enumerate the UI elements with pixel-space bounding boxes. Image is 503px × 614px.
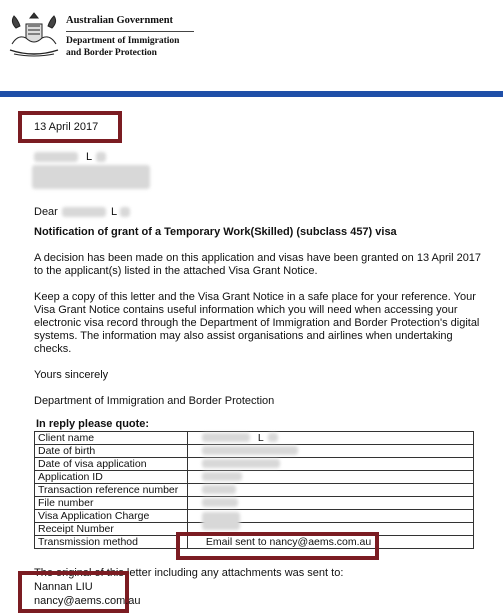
redacted-address bbox=[32, 165, 150, 189]
signoff: Department of Immigration and Border Protection bbox=[34, 395, 275, 407]
department-line-2: and Border Protection bbox=[66, 47, 157, 58]
redacted-value bbox=[202, 485, 236, 494]
redacted-value-tail bbox=[268, 433, 278, 442]
row-value bbox=[187, 510, 473, 523]
paragraph-1-line-2: to the applicant(s) listed in the attached Visa Grant Notice. bbox=[34, 265, 318, 277]
paragraph-2-line-2: Visa Grant Notice contains useful information which you will need when accessing your bbox=[34, 304, 458, 316]
government-header bbox=[66, 14, 194, 59]
table-row bbox=[35, 471, 474, 484]
table-row bbox=[35, 432, 474, 445]
header-rule bbox=[66, 31, 194, 32]
redacted-name bbox=[34, 152, 78, 162]
letter-date: 13 April 2017 bbox=[34, 121, 99, 133]
reference-title: In reply please quote: bbox=[36, 418, 150, 430]
recipient-email: nancy@aems.com.au bbox=[34, 595, 141, 607]
row-label: Transaction reference number bbox=[35, 484, 188, 497]
redacted-value bbox=[202, 472, 242, 481]
table-row bbox=[35, 445, 474, 458]
row-value bbox=[187, 471, 473, 484]
row-label: Application ID bbox=[35, 471, 188, 484]
redacted-value bbox=[202, 433, 250, 442]
client-name-initial: L bbox=[257, 432, 264, 444]
row-label: File number bbox=[35, 497, 188, 510]
redacted-salutation-name bbox=[62, 207, 106, 217]
redacted-value bbox=[202, 498, 238, 507]
closing: Yours sincerely bbox=[34, 369, 109, 381]
row-label: Date of visa application bbox=[35, 458, 188, 471]
paragraph-2-line-5: checks. bbox=[34, 343, 72, 355]
coat-of-arms-icon bbox=[6, 10, 62, 58]
transmission-method-value: Email sent to nancy@aems.com.au bbox=[205, 536, 372, 548]
recipient-name: Nannan LIU bbox=[34, 581, 93, 593]
salutation: Dear bbox=[34, 206, 58, 218]
row-value bbox=[187, 432, 473, 445]
paragraph-2-line-4: systems. The information may also assist organisations and airlines when undertaking bbox=[34, 330, 453, 342]
redacted-salutation-tail bbox=[120, 207, 130, 217]
sent-to-line: The original of this letter including any attachments was sent to: bbox=[34, 567, 344, 579]
row-label: Transmission method bbox=[35, 536, 188, 549]
table-row bbox=[35, 497, 474, 510]
row-label: Date of birth bbox=[35, 445, 188, 458]
row-value bbox=[187, 458, 473, 471]
row-label: Receipt Number bbox=[35, 523, 188, 536]
salutation-initial: L bbox=[111, 206, 118, 218]
table-row bbox=[35, 510, 474, 523]
row-value bbox=[187, 484, 473, 497]
table-row bbox=[35, 484, 474, 497]
paragraph-2-line-3: electronic visa record through the Department of Immigration and Border Protection's digital bbox=[34, 317, 480, 329]
paragraph-2-line-1: Keep a copy of this letter and the Visa Grant Notice in a safe place for your reference. Your bbox=[34, 291, 476, 303]
transmission-highlight-box bbox=[176, 532, 379, 560]
government-name: Australian Government bbox=[66, 15, 174, 26]
letter-subject: Notification of grant of a Temporary Work(Skilled) (subclass 457) visa bbox=[34, 226, 397, 238]
row-label: Client name bbox=[35, 432, 188, 445]
department-line-1: Department of Immigration bbox=[66, 36, 180, 46]
paragraph-1-line-1: A decision has been made on this application and visas have been granted on 13 April 2017 bbox=[34, 252, 482, 264]
row-value bbox=[187, 497, 473, 510]
header-bar bbox=[0, 91, 503, 97]
redacted-name-tail bbox=[96, 152, 106, 162]
redacted-value bbox=[202, 446, 298, 455]
recipient-initial: L bbox=[86, 151, 93, 163]
table-row bbox=[35, 458, 474, 471]
row-label: Visa Application Charge bbox=[35, 510, 188, 523]
redacted-value bbox=[202, 459, 280, 468]
row-value bbox=[187, 445, 473, 458]
